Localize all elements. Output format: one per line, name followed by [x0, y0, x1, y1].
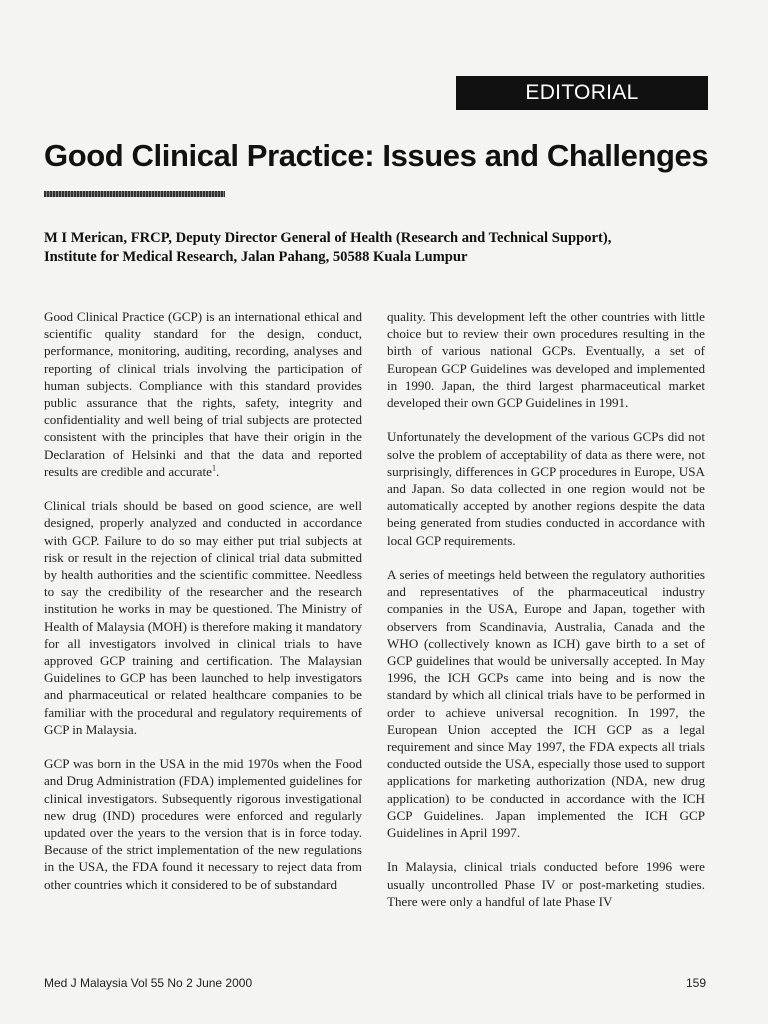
journal-citation: Med J Malaysia Vol 55 No 2 June 2000: [44, 976, 253, 990]
paragraph: A series of meetings held between the regulatory authorities and representatives of the pharmaceutical industry companies in the USA, Europe and Japan, together with observers from Scandinavia, Australia, Canada and the WHO (collectively known as ICH) gave birth to a set of GCP guidelines that would be universally accepted. In May 1996, the ICH GCPs came into being and is now the standard by which all clinical trials have to be performed in order to achieve universal recognition. In 1997, the European Union accepted the ICH GCP as a legal requirement and since May 1997, the FDA expects all trials conducted outside the USA, especially those used to support applications for marketing authorization (NDA, new drug application) to be conducted in accordance with the ICH GCP Guidelines. Japan implemented the ICH GCP Guidelines in April 1997.: [387, 567, 705, 841]
article-title: Good Clinical Practice: Issues and Challenges: [44, 138, 709, 173]
reference-superscript: 1: [211, 463, 216, 473]
section-banner: EDITORIAL: [456, 76, 708, 110]
author-line-1: M I Merican, FRCP, Deputy Director General of Health (Research and Technical Support),: [44, 230, 612, 246]
author-affiliation: [44, 229, 724, 267]
paragraph: Unfortunately the development of the various GCPs did not solve the problem of acceptability of data as there were, not surprisingly, differences in GCP procedures in Europe, USA and Japan. So data collected in one region would not be automatically accepted by another regions despite the data being generated from studies conducted in accordance with local GCP requirements.: [387, 429, 705, 548]
right-column: [387, 308, 705, 910]
author-line-2: Institute for Medical Research, Jalan Pahang, 50588 Kuala Lumpur: [44, 249, 468, 265]
paragraph: Good Clinical Practice (GCP) is an international ethical and scientific quality standard for the design, conduct, performance, monitoring, auditing, recording, analyses and reporting of clinical trials involving the participation of human subjects. Compliance with this standard provides public assurance that the rights, safety, integrity and confidentiality and well being of trial subjects are protected consistent with the principles that have their origin in the Declaration of Helsinki and that the data and reported results are credible and accurate$^1$.: [44, 309, 362, 479]
paragraph: GCP was born in the USA in the mid 1970s when the Food and Drug Administration (FDA) implemented guidelines for clinical investigators. Subsequently rigorous investigational new drug (IND) procedures were enforced and regularly updated over the years to the version that is in force today. Because of the strict implementation of the new regulations in the USA, the FDA found it necessary to reject data from other countries which it considered to be of substandard: [44, 756, 362, 892]
paragraph: In Malaysia, clinical trials conducted before 1996 were usually uncontrolled Phase IV or post-marketing studies. There were only a handful of late Phase IV: [387, 859, 705, 909]
title-rule: [44, 191, 225, 197]
left-column: [44, 308, 362, 893]
paragraph: Clinical trials should be based on good science, are well designed, properly analyzed and conducted in accordance with GCP. Failure to do so may either put trial subjects at risk or result in the rejection of clinical trial data submitted by health authorities and the scientific committee. Needless to say the credibility of the researcher and the research institution he works in may be questioned. The Ministry of Health of Malaysia (MOH) is therefore making it mandatory for all investigators involved in clinical trials to have approved GCP training and certification. The Malaysian Guidelines to GCP has been launched to help investigators and pharmaceutical or related healthcare companies to be familiar with the procedural and regulatory requirements of GCP in Malaysia.: [44, 498, 362, 737]
paragraph: quality. This development left the other countries with little choice but to review their own procedures resulting in the birth of various national GCPs. Eventually, a set of European GCP Guidelines was developed and implemented in 1990. Japan, the third largest pharmaceutical market developed their own GCP Guidelines in 1991.: [387, 309, 705, 411]
page-number: 159: [685, 976, 706, 990]
